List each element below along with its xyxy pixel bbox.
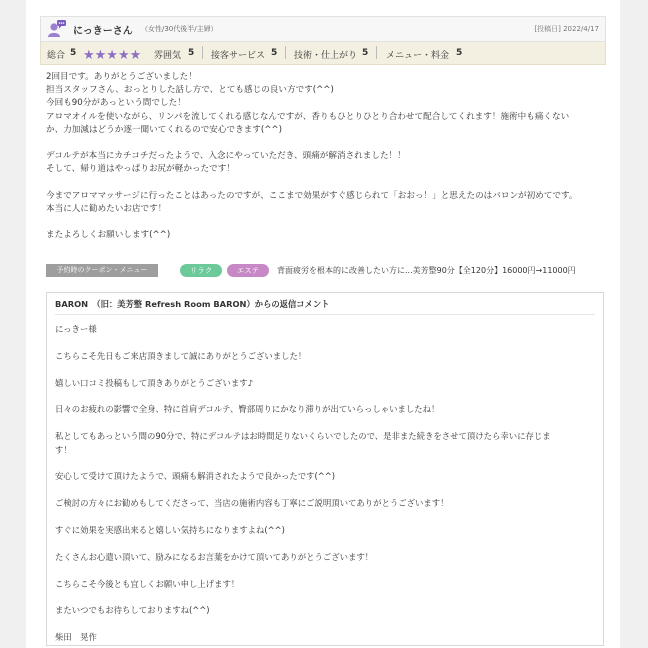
tag-relax[interactable]: リラク <box>180 264 222 277</box>
coupon-menu-link[interactable]: 背面疲労を根本的に改善したい方に...美芳整90分【全120分】16000円→11000円 <box>277 266 576 275</box>
review-line: か、力加減はどうか逐一聞いてくれるので安心できます(^^) <box>46 124 282 135</box>
rating-value-technique: 5 <box>362 48 369 58</box>
reply-line: またいつでもお待ちしておりますね(^^) <box>55 605 210 616</box>
review-text <box>46 71 606 243</box>
rating-stars-icon: ★★★★★ <box>83 48 142 63</box>
rating-label-menu: メニュー・料金 <box>386 51 450 61</box>
reply-text <box>55 323 595 645</box>
review-line: アロマオイルを使いながら、リンパを流してくれる感じなんですが、香りもひとりひとり合わせて配合してくれます！施術中も痛くない <box>46 111 570 122</box>
rating-divider <box>376 46 377 59</box>
reply-line: 安心して受けて頂けたようで、頭痛も解消されたようで良かったです(^^) <box>55 471 336 482</box>
reply-line: 嬉しい口コミ投稿もして頂きありがとうございます♪ <box>55 377 253 388</box>
coupon-row <box>46 264 606 278</box>
tag-esthe[interactable]: エステ <box>227 264 269 277</box>
reply-line: 私としてもあっという間の90分で、特にデコルテはお時間足りないくらいでしたので、是非また続きをさせて頂けたら幸いに存じま <box>55 431 551 442</box>
review-card <box>26 0 620 648</box>
reviewer-meta: （女性/30代後半/主婦） <box>141 25 218 33</box>
review-header <box>40 16 606 42</box>
coupon-label: 予約時のクーポン・メニュー <box>46 264 158 277</box>
review-line: デコルテが本当にカチコチだったようで、入念にやっていただき、頭痛が解消されました！！ <box>46 151 406 162</box>
review-line: 今までアロママッサージに行ったことはあったのですが、ここまで効果がすぐ感じられて「おおっ！」と思えたのはバロンが初めてです。 <box>46 190 578 201</box>
reply-line: 日々のお疲れの影響で全身、特に首肩デコルテ、臀部周りにかなり滞りが出ていらっしゃいましたね！ <box>55 404 440 415</box>
salon-reply <box>46 292 604 646</box>
review-line: 今回も90分があっという間でした！ <box>46 98 186 109</box>
reply-signature: 柴田 晃作 <box>55 632 97 643</box>
reply-line: こちらこそ今後とも宜しくお願い申し上げます！ <box>55 578 240 589</box>
rating-label-service: 接客サービス <box>211 51 266 61</box>
reply-line: こちらこそ先日もご来店頂きまして誠にありがとうございました！ <box>55 350 307 361</box>
overall-label: 総合 <box>47 51 66 61</box>
rating-value-service: 5 <box>271 48 278 58</box>
reply-line: す！ <box>55 444 72 455</box>
review-line: 担当スタッフさん、おっとりした話し方で、とても感じの良い方です(^^) <box>46 85 334 96</box>
post-date: [投稿日] 2022/4/17 <box>534 25 599 33</box>
review-line: 2回目です。ありがとうございました！ <box>46 72 197 82</box>
reply-title: BARON （旧：美芳整 Refresh Room BARON）からの返信コメント <box>55 298 595 315</box>
reply-line: にっきー様 <box>55 324 97 334</box>
reviewer-name: にっきーさん <box>73 26 133 37</box>
rating-divider <box>285 46 286 59</box>
overall-value: 5 <box>70 48 77 58</box>
rating-divider <box>202 46 203 59</box>
rating-bar <box>40 42 606 65</box>
rating-label-atmosphere: 雰囲気 <box>154 51 182 61</box>
review-line: そして、帰り道はやっぱりお尻が軽かったです！ <box>46 164 235 175</box>
rating-label-technique: 技術・仕上がり <box>294 51 358 61</box>
review-line: またよろしくお願いします(^^) <box>46 230 171 241</box>
reply-line: たくさんお心遣い頂いて、励みになるお言葉をかけて頂いてありがとうございます！ <box>55 551 374 562</box>
rating-value-menu: 5 <box>456 48 463 58</box>
review-line: 本当に人に勧めたいお店です！ <box>46 204 167 214</box>
reply-line: すぐに効果を実感出来ると嬉しい気持ちになりますよね(^^) <box>55 524 285 535</box>
rating-value-atmosphere: 5 <box>188 48 195 58</box>
user-avatar-icon <box>47 19 67 39</box>
reply-line: ご検討の方々にお勧めもしてくださって、当店の施術内容も丁寧にご説明頂いてありがとうございます！ <box>55 498 449 509</box>
